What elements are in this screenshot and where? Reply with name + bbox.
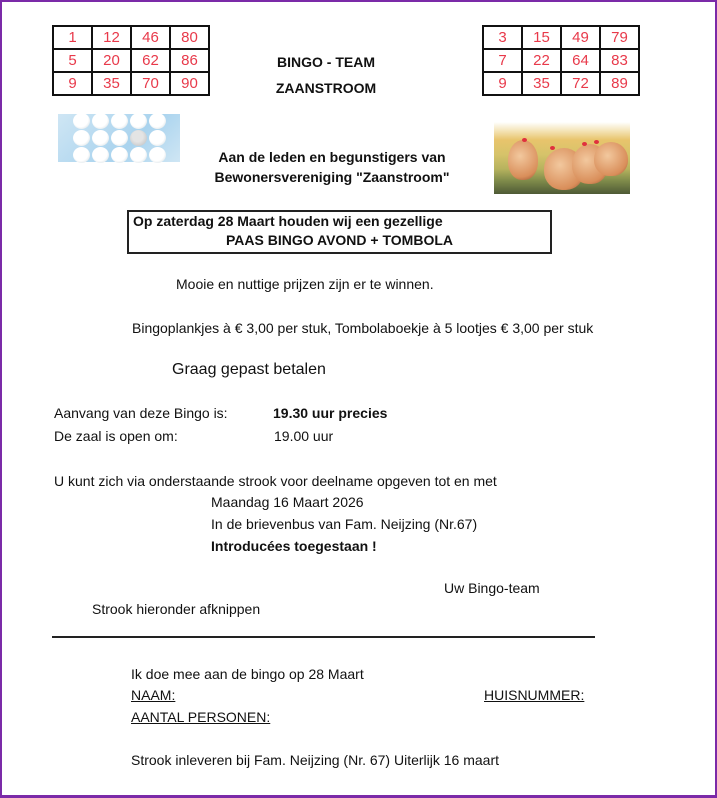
card-cell: 90	[170, 72, 209, 95]
ball-icon	[149, 147, 166, 163]
card-cell: 15	[522, 26, 561, 49]
name-field-label: NAAM:	[131, 687, 176, 703]
card-cell: 89	[600, 72, 639, 95]
card-cell: 5	[53, 49, 92, 72]
ball-icon	[92, 113, 109, 129]
open-value: 19.00 uur	[274, 428, 334, 444]
bingo-card-left	[52, 25, 210, 96]
payment-text: Graag gepast betalen	[172, 361, 326, 378]
ball-icon	[111, 147, 128, 163]
card-cell: 12	[92, 26, 131, 49]
intro-line-2: Bewonersvereniging "Zaanstroom"	[214, 169, 450, 185]
ball-icon	[73, 130, 90, 146]
card-cell: 46	[131, 26, 170, 49]
intro-line-1: Aan de leden en begunstigers van	[218, 149, 446, 165]
intro-text	[202, 147, 462, 187]
prizes-text: Mooie en nuttige prijzen zijn er te winnen.	[176, 276, 434, 292]
card-cell: 64	[561, 49, 600, 72]
ball-icon	[92, 147, 109, 163]
bingo-card-right	[482, 25, 640, 96]
ball-icon	[130, 147, 147, 163]
mailbox-text: In de brievenbus van Fam. Neijzing (Nr.67)	[211, 516, 478, 532]
start-label: Aanvang van deze Bingo is:	[54, 405, 228, 421]
register-text: U kunt zich via onderstaande strook voor deelname opgeven tot en met	[54, 473, 497, 489]
card-cell: 22	[522, 49, 561, 72]
persons-field-label: AANTAL PERSONEN:	[131, 709, 271, 725]
ball-icon	[149, 113, 166, 129]
card-cell: 35	[92, 72, 131, 95]
card-cell: 1	[53, 26, 92, 49]
announcement-box	[127, 210, 552, 254]
card-cell: 79	[600, 26, 639, 49]
card-cell: 72	[561, 72, 600, 95]
ball-icon	[111, 130, 128, 146]
bingo-balls-image	[58, 114, 180, 162]
card-cell: 9	[483, 72, 522, 95]
card-cell: 49	[561, 26, 600, 49]
ball-icon	[149, 130, 166, 146]
ball-icon	[130, 130, 147, 146]
title-line-1: BINGO - TEAM	[277, 54, 375, 70]
cut-line	[52, 636, 595, 638]
card-cell: 7	[483, 49, 522, 72]
announcement-line-1: Op zaterdag 28 Maart houden wij een gezellige	[133, 213, 443, 229]
participate-text: Ik doe mee aan de bingo op 28 Maart	[131, 666, 364, 682]
card-cell: 62	[131, 49, 170, 72]
open-label: De zaal is open om:	[54, 428, 178, 444]
chicken-icon	[508, 140, 538, 180]
start-value: 19.30 uur precies	[273, 405, 388, 421]
pricing-text: Bingoplankjes à € 3,00 per stuk, Tombolaboekje à 5 lootjes € 3,00 per stuk	[132, 320, 594, 336]
title-line-2: ZAANSTROOM	[275, 80, 377, 96]
card-cell: 70	[131, 72, 170, 95]
deadline-text: Maandag 16 Maart 2026	[211, 494, 364, 510]
card-cell: 9	[53, 72, 92, 95]
card-cell: 86	[170, 49, 209, 72]
ball-icon	[73, 147, 90, 163]
card-cell: 35	[522, 72, 561, 95]
card-cell: 20	[92, 49, 131, 72]
cut-instruction: Strook hieronder afknippen	[92, 601, 261, 617]
return-note: Strook inleveren bij Fam. Neijzing (Nr. 67) Uiterlijk 16 maart	[131, 752, 500, 768]
card-cell: 83	[600, 49, 639, 72]
ball-icon	[130, 113, 147, 129]
card-cell: 3	[483, 26, 522, 49]
ball-icon	[111, 113, 128, 129]
chicken-icon	[594, 142, 628, 176]
ball-icon	[73, 113, 90, 129]
signature-text: Uw Bingo-team	[444, 580, 540, 596]
ball-icon	[92, 130, 109, 146]
card-cell: 80	[170, 26, 209, 49]
guests-text: Introducées toegestaan !	[211, 538, 377, 554]
announcement-line-2: PAAS BINGO AVOND + TOMBOLA	[226, 232, 453, 248]
house-number-field-label: HUISNUMMER:	[484, 687, 585, 703]
chickens-image	[494, 122, 630, 194]
